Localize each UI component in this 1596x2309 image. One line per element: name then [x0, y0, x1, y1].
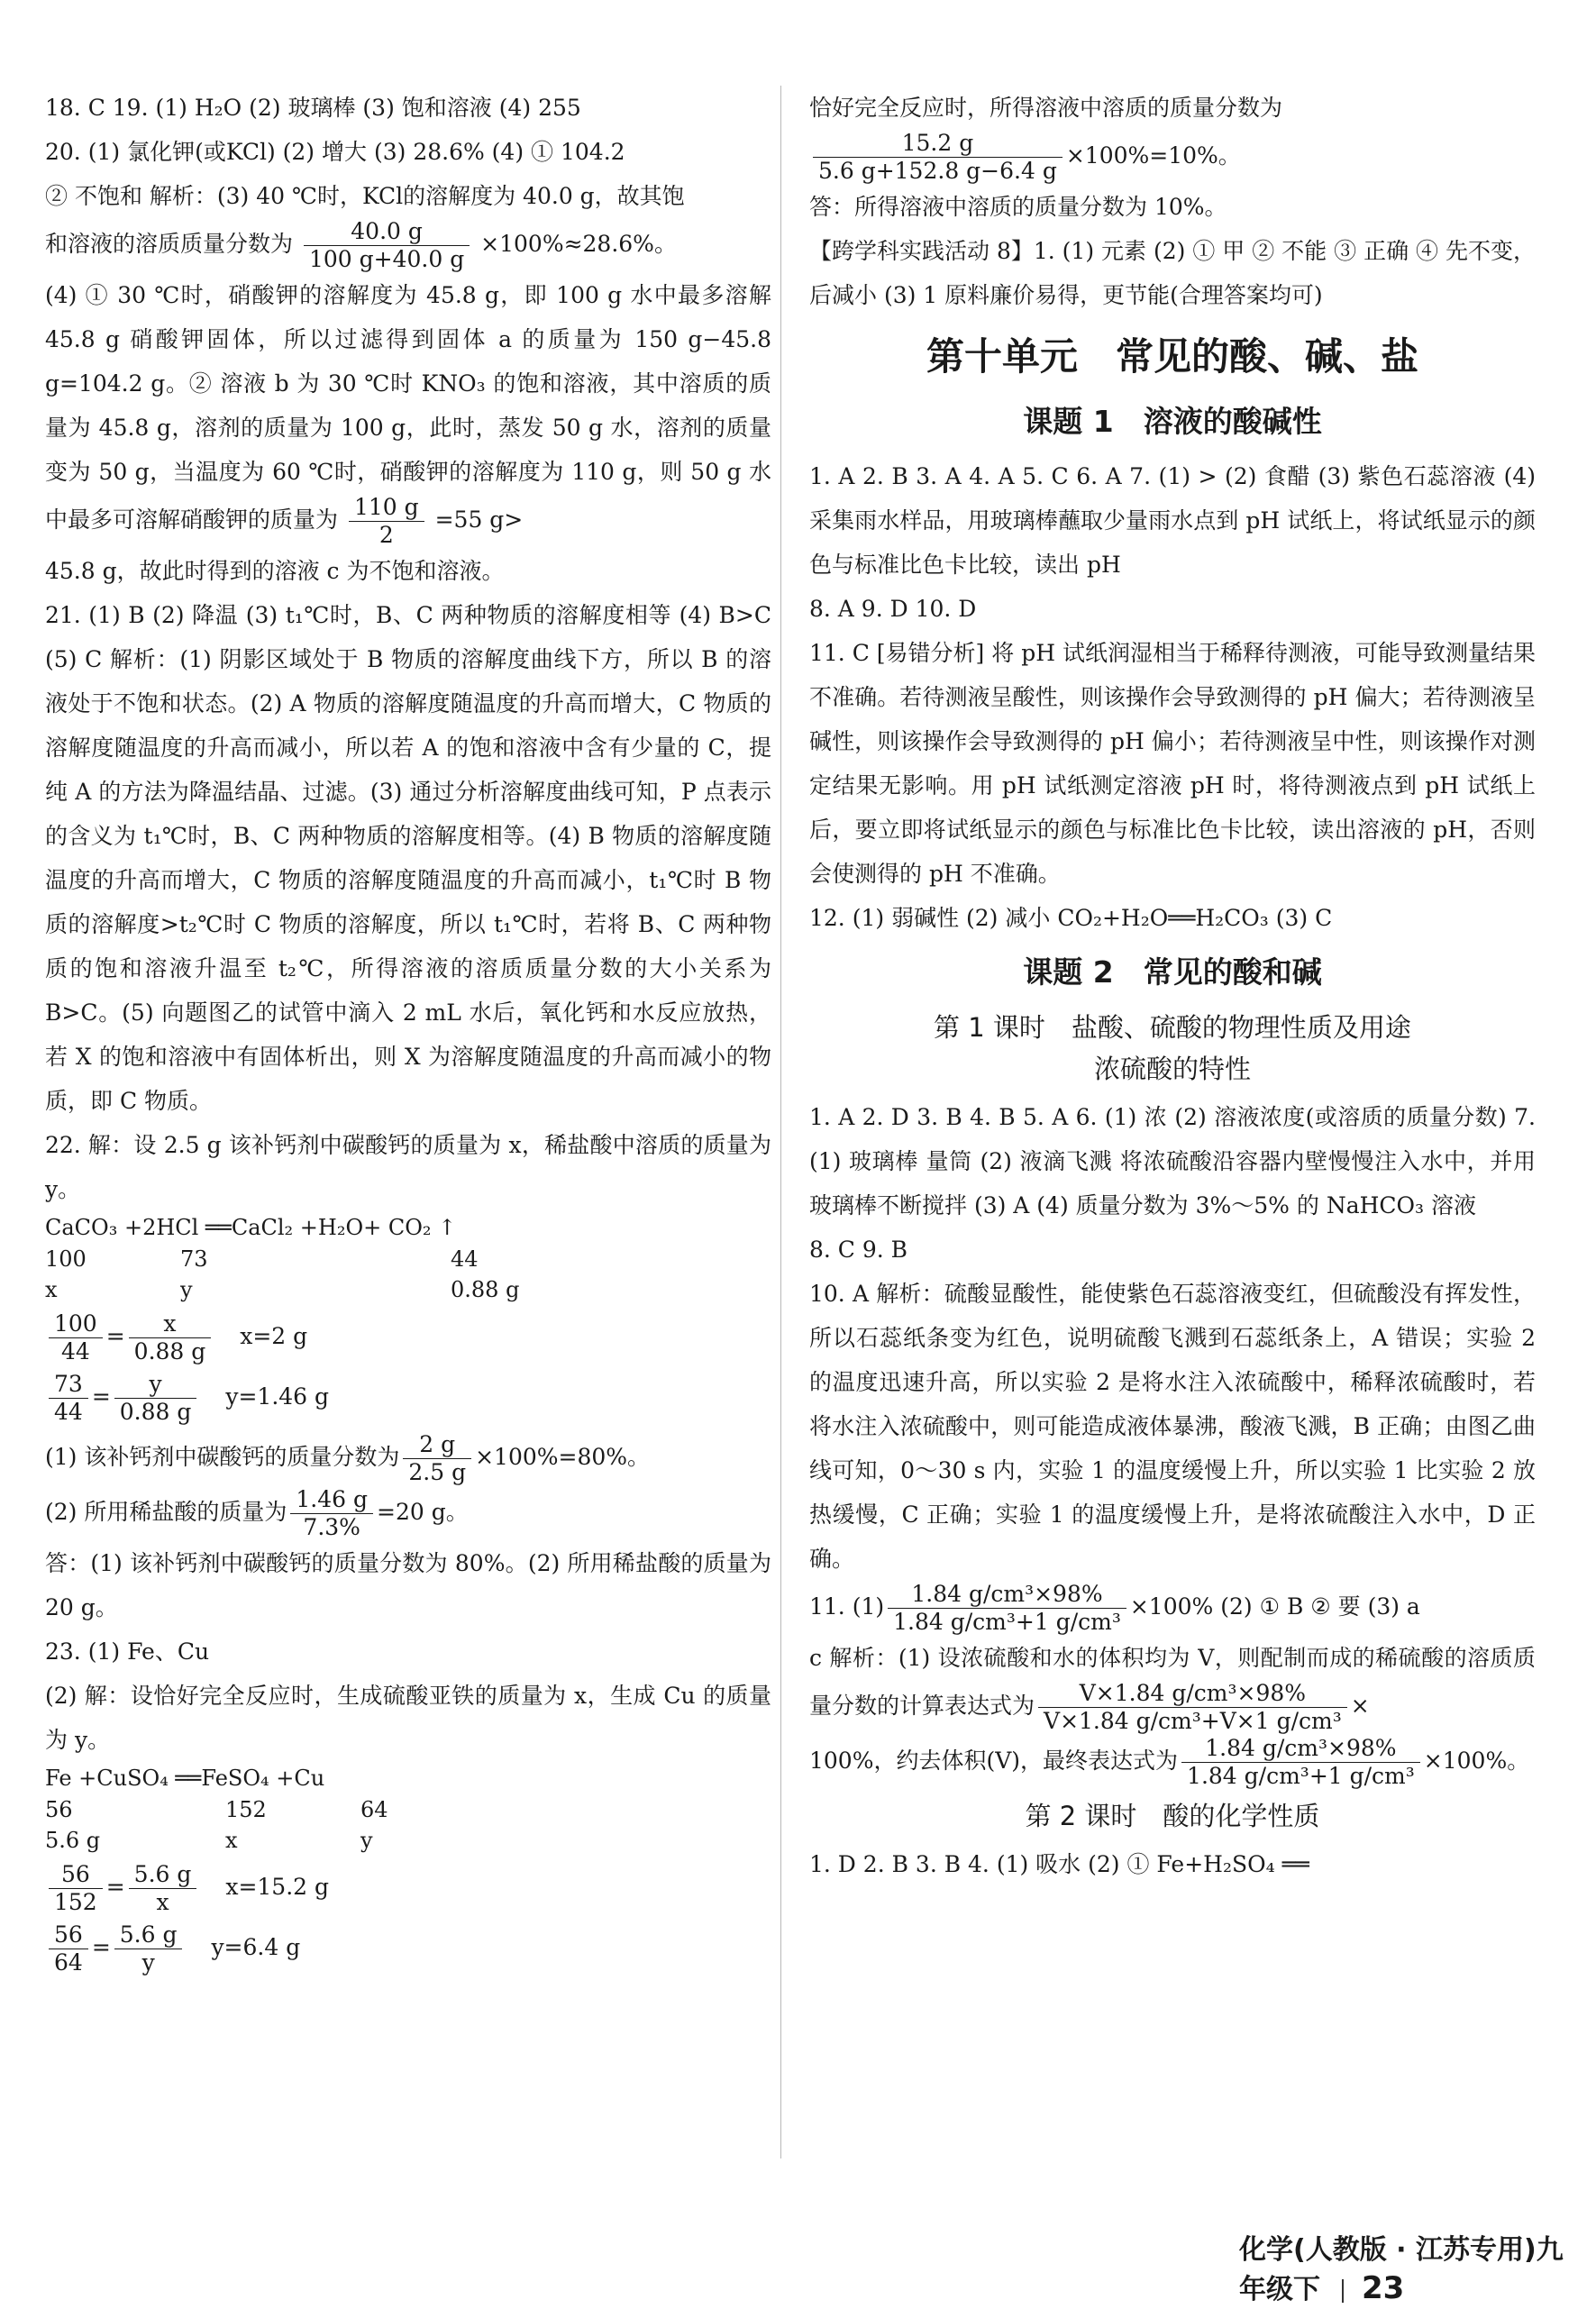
- answer-20-fraction-line: 和溶液的溶质质量分数为 $\frac{40.0 g}{100 g+40.0 g}$ ×100%≈28.6%。: [45, 218, 677, 272]
- answer-20-part4: (4) ① 30 ℃时，硝酸钾的溶解度为 45.8 g，即 100 g 水中最多溶解 45.8 g 硝酸钾固体，所以过滤得到固体 a 的质量为 150 g−45.8 g=104.2 g。② 溶液 b 为 30 ℃时 KNO₃ 的饱和溶液，其中溶质的质量为 45.8 g，溶剂的质量为 100 g，此时，蒸发 50 g 水，溶剂的质量变为 50 g，当温度为 60 ℃时，硝酸钾的溶解度为 110 g，则 50 g 水中最多可溶解硝酸钾的质量为 $\frac{110 g}{2}$ =55 g>: [45, 282, 771, 548]
- period-1-answers-1-7: 1. A 2. D 3. B 4. B 5. A 6. (1) 浓 (2) 溶液浓度(或溶质的质量分数) 7. (1) 玻璃棒 量筒 (2) 液滴飞溅 将浓硫酸沿容器内壁慢慢注入水中，并用玻璃棒不断搅拌 (3) A (4) 质量分数为 3%～5% 的 NaHCO₃ 溶液: [809, 1104, 1536, 1218]
- answer-20: 20. (1) 氯化钾(或KCl) (2) 增大 (3) 28.6% (4) ① 104.2: [45, 139, 625, 165]
- answer-21: 21. (1) B (2) 降温 (3) t₁℃时，B、C 两种物质的溶解度相等 (4) B>C (5) C 解析：(1) 阴影区域处于 B 物质的溶解度曲线下方，所以 B 的溶液处于不饱和状态。(2) A 物质的溶解度随温度的升高而增大，C 物质的溶解度随温度的升高而减小，所以若 A 的饱和溶液中含有少量的 C，提纯 A 的方法为降温结晶、过滤。(3) 通过分析溶解度曲线可知，P 点表示的含义为 t₁℃时，B、C 两种物质的溶解度相等。(4) B 物质的溶解度随温度的升高而增大，C 物质的溶解度随温度的升高而减小，t₁℃时 B 物质的溶解度>t₂℃时 C 物质的溶解度，所以 t₁℃时，若将 B、C 两种物质的饱和溶液升温至 t₂℃，所得溶液的溶质质量分数的大小关系为 B>C。(5) 向题图乙的试管中滴入 2 mL 水后，氧化钙和水反应放热，若 X 的饱和溶液中有固体析出，则 X 为溶解度随温度的升高而减小的物质，即 C 物质。: [45, 602, 771, 1114]
- lesson-1-answers-1-7: 1. A 2. B 3. A 4. A 5. C 6. A 7. (1) > (2) 食醋 (3) 紫色石蕊溶液 (4) 采集雨水样品，用玻璃棒蘸取少量雨水点到 pH 试纸上，将试纸显示的颜色与标准比色卡比较，读出 pH: [809, 463, 1536, 578]
- period-2-answers: 1. D 2. B 3. B 4. (1) 吸水 (2) ① Fe+H₂SO₄ ══: [809, 1851, 1309, 1877]
- period-1-answer-10: 10. A 解析：硫酸显酸性，能使紫色石蕊溶液变红，但硫酸没有挥发性，所以石蕊纸条变为红色，说明硫酸飞溅到石蕊纸条上，A 错误；实验 2 的温度迅速升高，所以实验 2 是将水注入浓硫酸中，稀释浓硫酸时，若将水注入浓硫酸中，则可能造成液体暴沸，酸液飞溅，B 正确；由图乙曲线可知，0～30 s 内，实验 1 的温度缓慢上升，所以实验 1 比实验 2 放热缓慢，C 正确；实验 1 的温度缓慢上升，是将浓硫酸注入水中，D 正确。: [809, 1281, 1536, 1572]
- answer-23-fraction: $\frac{15.2 g}{5.6 g+152.8 g-6.4 g}$ ×100%=10%。: [809, 130, 1536, 185]
- period-2-title: 第 2 课时 酸的化学性质: [1025, 1801, 1320, 1831]
- answer-22-setup: 22. 解：设 2.5 g 该补钙剂中碳酸钙的质量为 x，稀盐酸中溶质的质量为 y。: [45, 1132, 771, 1202]
- ratio-x: $\frac{100}{44}$ = $\frac{x}{0.88 g}$ x=2 g: [45, 1310, 771, 1365]
- fraction: $\frac{110 g}{2}$: [349, 494, 424, 549]
- column-divider: [780, 86, 781, 2158]
- period-1-answer-11-analysis: c 解析：(1) 设浓硫酸和水的体积均为 V，则配制而成的稀硫酸的溶质质量分数的计算表达式为 $\frac{\text{V×1.84 g/cm³×98\%}}{\text{V×1.84 g/cm³+V×1 g/cm³}}$ ×: [809, 1645, 1536, 1734]
- answer-20-analysis: ② 不饱和 解析：(3) 40 ℃时，KCl的溶解度为 40.0 g，故其饱: [45, 183, 685, 209]
- page-number: 23: [1362, 2270, 1405, 2306]
- ratio-23-x: $\frac{56}{152}$ = $\frac{5.6 g}{x}$ x=15.2 g: [45, 1861, 771, 1916]
- answer-23-continued: 恰好完全反应时，所得溶液中溶质的质量分数为: [809, 95, 1283, 121]
- variable-row-23: 5.6 g x y: [45, 1828, 373, 1853]
- page-footer: [1239, 2231, 1564, 2306]
- answer-23-setup: (2) 解：设恰好完全反应时，生成硫酸亚铁的质量为 x，生成 Cu 的质量为 y。: [45, 1683, 771, 1753]
- answer-22-step2: (2) 所用稀盐酸的质量为 $\frac{1.46 g}{7.3\%}$ =20 g。: [45, 1486, 469, 1540]
- molar-mass-row-22: 100 73 44: [45, 1246, 479, 1272]
- period-1-answer-11: 11. (1) $\frac{\text{1.84 g/cm³×98\%}}{\text{1.84 g/cm³+1 g/cm³}}$ ×100% (2) ① B ② 要 (3) a: [809, 1581, 1420, 1635]
- period-1-answer-11-final: 100%，约去体积(V)，最终表达式为 $\frac{\text{1.84 g/cm³×98\%}}{\text{1.84 g/cm³+1 g/cm³}}$ ×100%。: [809, 1735, 1530, 1789]
- ratio-23-y: $\frac{56}{64}$ = $\frac{5.6 g}{y}$ y=6.4 g: [45, 1921, 771, 1976]
- ratio-y: $\frac{73}{44}$ = $\frac{y}{0.88 g}$ y=1.46 g: [45, 1371, 771, 1426]
- lesson-1-answers-8-10: 8. A 9. D 10. D: [809, 596, 977, 622]
- answer-23-part1: 23. (1) Fe、Cu: [45, 1638, 210, 1665]
- chemical-equation-22: CaCO₃ +2HCl ══CaCl₂ +H₂O+ CO₂ ↑: [45, 1215, 457, 1240]
- footer-divider: [1342, 2279, 1344, 2303]
- activity-8-answer: 【跨学科实践活动 8】1. (1) 元素 (2) ① 甲 ② 不能 ③ 正确 ④ 先不变，后减小 (3) 1 原料廉价易得，更节能(合理答案均可): [809, 238, 1536, 308]
- lesson-1-title: 课题 1 溶液的酸碱性: [1023, 404, 1322, 439]
- answer-20-conclusion: 45.8 g，故此时得到的溶液 c 为不饱和溶液。: [45, 558, 505, 584]
- subject-label: 化学(人教版 · 江苏专用)九年级下: [1239, 2234, 1564, 2305]
- answer-18-19: 18. C 19. (1) H₂O (2) 玻璃棒 (3) 饱和溶液 (4) 255: [45, 95, 581, 121]
- lesson-1-answer-11: 11. C [易错分析] 将 pH 试纸润湿相当于稀释待测液，可能导致测量结果不准确。若待测液呈酸性，则该操作会导致测得的 pH 偏大；若待测液呈碱性，则该操作会导致测得的 pH 偏小；若待测液呈中性，则该操作对测定结果无影响。用 pH 试纸测定溶液 pH 时，将待测液点到 pH 试纸上后，要立即将试纸显示的颜色与标准比色卡比较，读出溶液的 pH，否则会使测得的 pH 不准确。: [809, 640, 1536, 887]
- unit-title: 第十单元 常见的酸、碱、盐: [926, 334, 1418, 379]
- answer-23-conclusion: 答：所得溶液中溶质的质量分数为 10%。: [809, 194, 1227, 220]
- variable-row-22: x y 0.88 g: [45, 1277, 520, 1302]
- answer-22-conclusion: 答：(1) 该补钙剂中碳酸钙的质量分数为 80%。(2) 所用稀盐酸的质量为 20 g。: [45, 1550, 771, 1620]
- right-column: [809, 86, 1536, 1886]
- fraction: $\frac{40.0 g}{100 g+40.0 g}$: [304, 218, 470, 273]
- lesson-1-answer-12: 12. (1) 弱碱性 (2) 减小 CO₂+H₂O══H₂CO₃ (3) C: [809, 905, 1333, 931]
- chemical-equation-23: Fe +CuSO₄ ══FeSO₄ +Cu: [45, 1766, 325, 1791]
- answer-22-step1: (1) 该补钙剂中碳酸钙的质量分数为 $\frac{2 g}{2.5 g}$ ×100%=80%。: [45, 1431, 651, 1485]
- period-1-title: 第 1 课时 盐酸、硫酸的物理性质及用途 浓硫酸的特性: [934, 1012, 1411, 1084]
- period-1-answers-8-9: 8. C 9. B: [809, 1237, 908, 1263]
- molar-mass-row-23: 56 152 64: [45, 1797, 388, 1822]
- left-column: [45, 86, 771, 1982]
- lesson-2-title: 课题 2 常见的酸和碱: [1023, 954, 1322, 990]
